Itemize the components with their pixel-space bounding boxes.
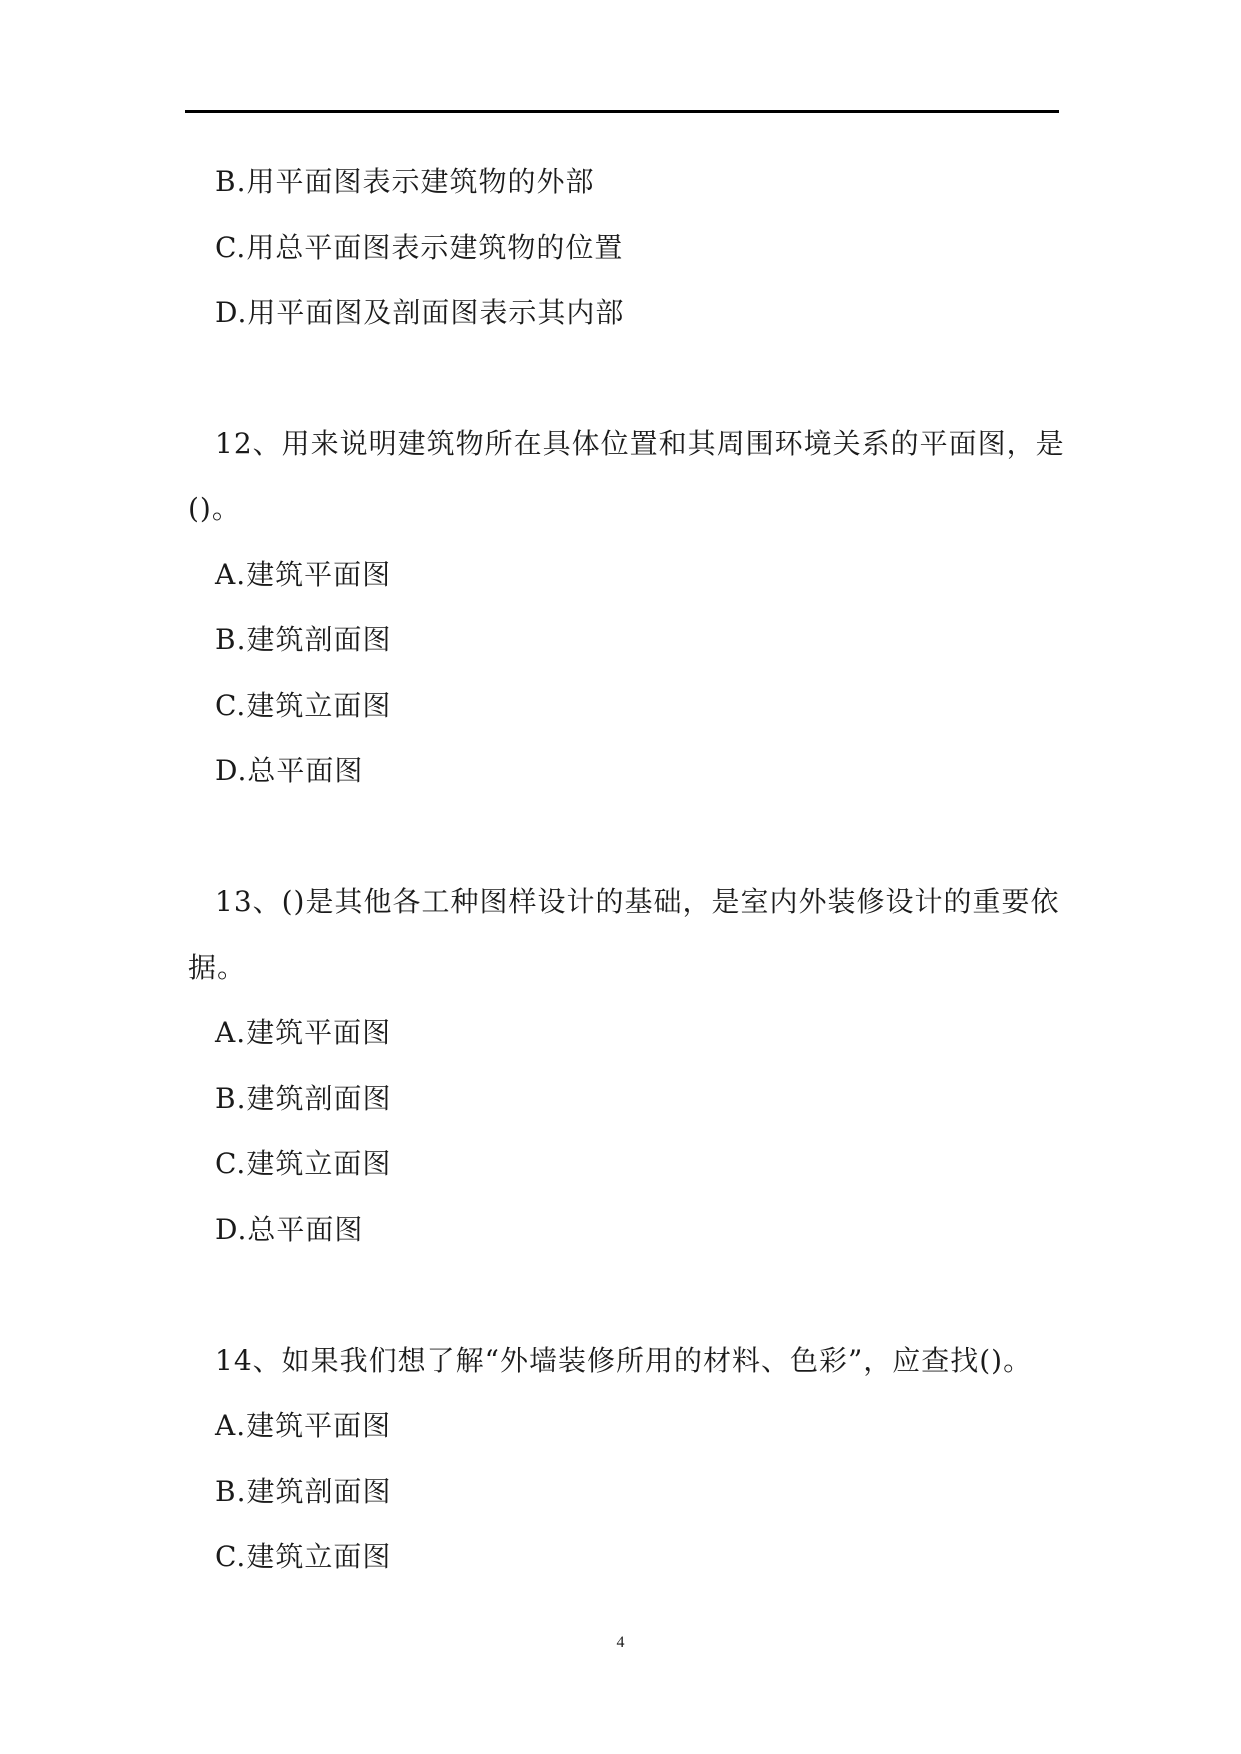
question-12-text-continued: ()。 bbox=[188, 492, 241, 525]
header-rule bbox=[185, 110, 1059, 113]
question-14-option-a: A.建筑平面图 bbox=[215, 1409, 392, 1442]
question-14-option-b: B.建筑剖面图 bbox=[215, 1475, 392, 1508]
prev-option-b: B.用平面图表示建筑物的外部 bbox=[215, 165, 595, 198]
question-14-text: 14、如果我们想了解“外墙装修所用的材料、色彩”，应查找()。 bbox=[215, 1344, 1033, 1377]
question-12-option-b: B.建筑剖面图 bbox=[215, 623, 392, 656]
prev-option-c: C.用总平面图表示建筑物的位置 bbox=[215, 231, 624, 264]
question-13-text: 13、()是其他各工种图样设计的基础，是室内外装修设计的重要依 bbox=[215, 885, 1060, 918]
question-13-option-d: D.总平面图 bbox=[215, 1213, 364, 1246]
question-13-option-c: C.建筑立面图 bbox=[215, 1147, 392, 1180]
prev-option-d: D.用平面图及剖面图表示其内部 bbox=[215, 296, 625, 329]
question-13-option-b: B.建筑剖面图 bbox=[215, 1082, 392, 1115]
question-12-text: 12、用来说明建筑物所在具体位置和其周围环境关系的平面图，是 bbox=[215, 427, 1065, 460]
question-12-option-d: D.总平面图 bbox=[215, 754, 364, 787]
question-12-option-c: C.建筑立面图 bbox=[215, 689, 392, 722]
question-12-option-a: A.建筑平面图 bbox=[215, 558, 392, 591]
page-number: 4 bbox=[616, 1634, 625, 1651]
question-13-text-continued: 据。 bbox=[188, 951, 247, 984]
question-14-option-c: C.建筑立面图 bbox=[215, 1540, 392, 1573]
question-13-option-a: A.建筑平面图 bbox=[215, 1016, 392, 1049]
